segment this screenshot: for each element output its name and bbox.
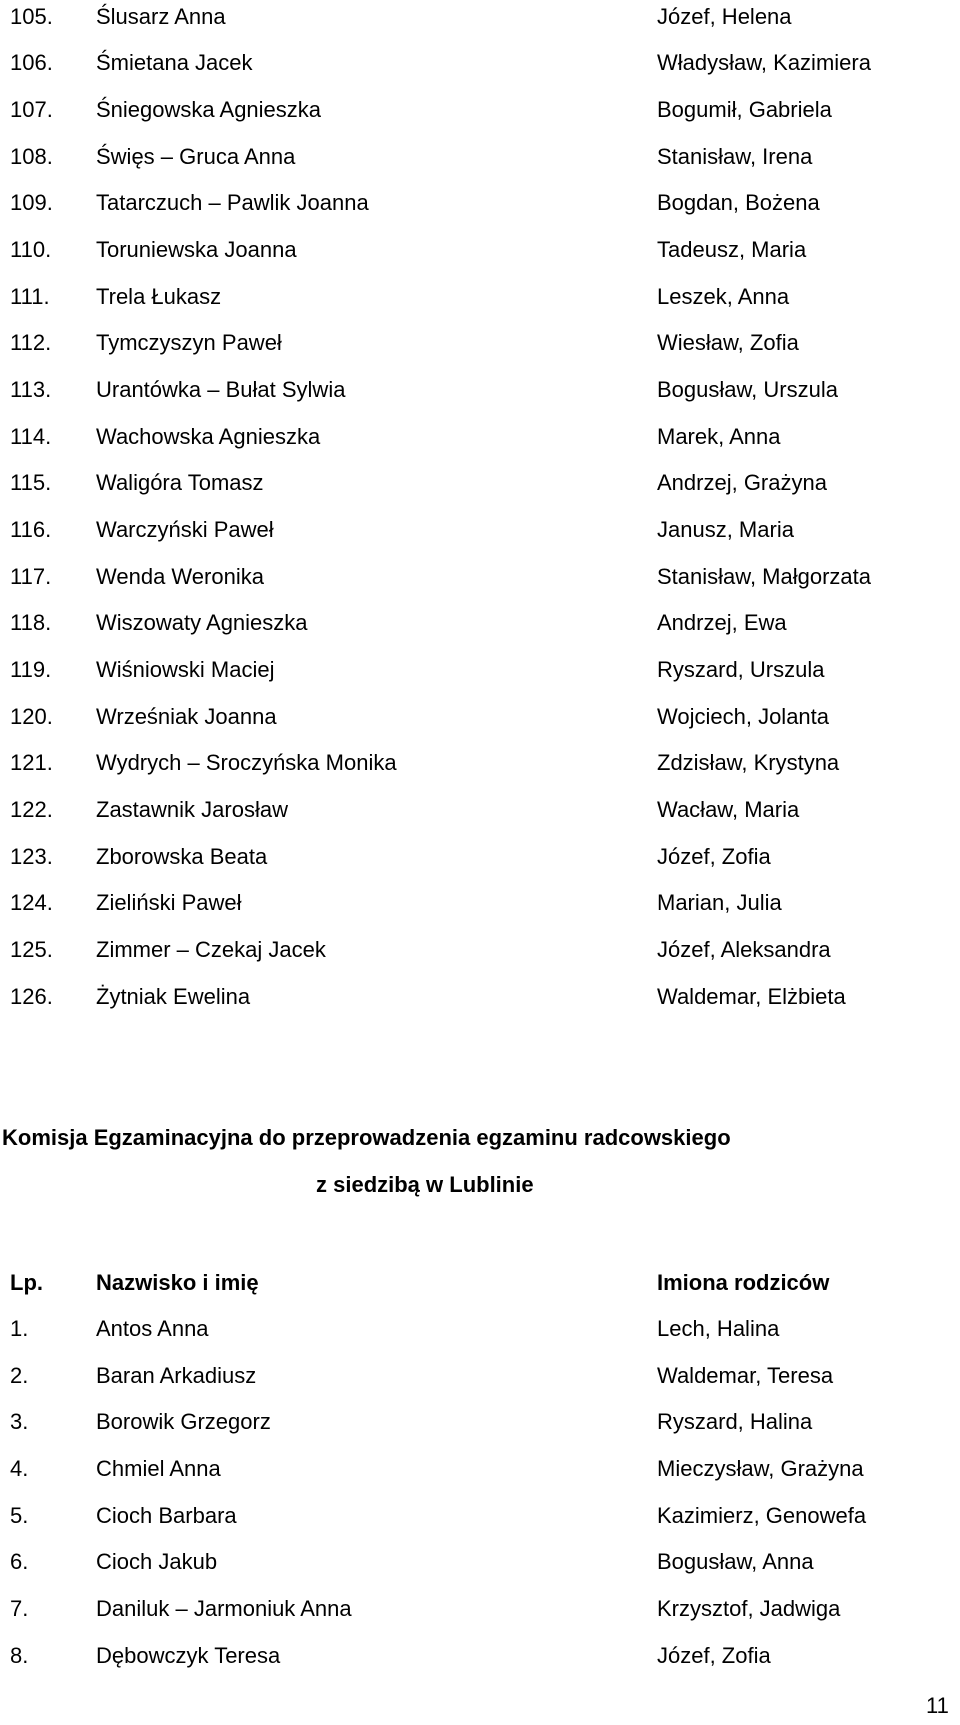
list-item-name: Tymczyszyn Paweł [96, 330, 282, 355]
list-item-name: Chmiel Anna [96, 1456, 221, 1481]
list-item-parents: Marek, Anna [657, 424, 781, 449]
list-item-parents: Lech, Halina [657, 1316, 780, 1341]
header-name: Nazwisko i imię [96, 1270, 259, 1295]
list-item-number: 107. [10, 97, 53, 122]
list-item-number: 1. [10, 1316, 29, 1341]
list-item-parents: Bogdan, Bożena [657, 190, 820, 215]
list-item-number: 120. [10, 704, 53, 729]
list-item-number: 113. [10, 377, 52, 402]
list-item-number: 116. [10, 517, 52, 542]
list-item-number: 3. [10, 1409, 29, 1434]
list-item-parents: Józef, Zofia [657, 844, 771, 869]
list-item-parents: Stanisław, Małgorzata [657, 564, 871, 589]
list-item-number: 108. [10, 144, 53, 169]
list-item-name: Śniegowska Agnieszka [96, 97, 322, 122]
list-item-name: Zastawnik Jarosław [96, 797, 288, 822]
list-item-number: 7. [10, 1596, 29, 1621]
list-item-parents: Józef, Helena [657, 4, 792, 29]
list-item-number: 109. [10, 190, 53, 215]
list-item-name: Daniluk – Jarmoniuk Anna [96, 1596, 352, 1621]
list-item-name: Zborowska Beata [96, 844, 268, 869]
list-item-number: 115. [10, 470, 52, 495]
list-item-parents: Waldemar, Teresa [657, 1363, 834, 1388]
list-item-parents: Mieczysław, Grażyna [657, 1456, 864, 1481]
list-item-name: Antos Anna [96, 1316, 209, 1341]
list-item-name: Ślusarz Anna [96, 4, 226, 29]
header-lp: Lp. [10, 1270, 43, 1295]
list-item-parents: Waldemar, Elżbieta [657, 984, 846, 1009]
list-item-name: Wrześniak Joanna [96, 704, 277, 729]
list-item-parents: Zdzisław, Krystyna [657, 750, 840, 775]
list-item-parents: Ryszard, Halina [657, 1409, 813, 1434]
list-item-parents: Kazimierz, Genowefa [657, 1503, 867, 1528]
list-item-parents: Krzysztof, Jadwiga [657, 1596, 841, 1621]
list-item-name: Tatarczuch – Pawlik Joanna [96, 190, 369, 215]
list-item-number: 121. [10, 750, 53, 775]
list-item-name: Zieliński Paweł [96, 890, 242, 915]
list-item-name: Toruniewska Joanna [96, 237, 297, 262]
page-number: 11 [926, 1693, 949, 1718]
list-item-name: Wiśniowski Maciej [96, 657, 275, 682]
list-item-parents: Andrzej, Ewa [657, 610, 787, 635]
list-item-name: Żytniak Ewelina [96, 984, 251, 1009]
commission-heading: Komisja Egzaminacyjna do przeprowadzenia egzaminu radcowskiego [2, 1125, 731, 1150]
list-item-name: Trela Łukasz [96, 284, 222, 309]
list-item-number: 119. [10, 657, 52, 682]
list-item-number: 110. [10, 237, 52, 262]
list-item-parents: Bogusław, Anna [657, 1549, 814, 1574]
list-item-parents: Tadeusz, Maria [657, 237, 807, 262]
list-item-name: Cioch Barbara [96, 1503, 237, 1528]
list-item-parents: Władysław, Kazimiera [657, 50, 871, 75]
list-item-number: 105. [10, 4, 53, 29]
list-item-parents: Józef, Aleksandra [657, 937, 831, 962]
list-item-parents: Wacław, Maria [657, 797, 800, 822]
list-item-name: Wachowska Agnieszka [96, 424, 321, 449]
list-item-parents: Leszek, Anna [657, 284, 790, 309]
list-item-parents: Wojciech, Jolanta [657, 704, 830, 729]
list-item-number: 122. [10, 797, 53, 822]
list-item-number: 8. [10, 1643, 29, 1668]
list-item-parents: Stanisław, Irena [657, 144, 813, 169]
list-item-number: 111. [10, 284, 50, 309]
list-item-number: 125. [10, 937, 53, 962]
list-item-name: Wenda Weronika [96, 564, 264, 589]
list-item-parents: Marian, Julia [657, 890, 782, 915]
list-item-name: Wydrych – Sroczyńska Monika [96, 750, 397, 775]
list-item-number: 4. [10, 1456, 29, 1481]
list-item-name: Cioch Jakub [96, 1549, 218, 1574]
list-item-number: 114. [10, 424, 52, 449]
list-item-parents: Bogusław, Urszula [657, 377, 838, 402]
list-item-number: 123. [10, 844, 53, 869]
list-item-name: Wiszowaty Agnieszka [96, 610, 308, 635]
header-parents: Imiona rodziców [657, 1270, 830, 1295]
list-item-name: Święs – Gruca Anna [96, 144, 296, 169]
list-item-parents: Bogumił, Gabriela [657, 97, 832, 122]
list-item-number: 2. [10, 1363, 29, 1388]
list-item-parents: Janusz, Maria [657, 517, 794, 542]
list-item-name: Waligóra Tomasz [96, 470, 264, 495]
list-item-number: 117. [10, 564, 52, 589]
list-item-name: Dębowczyk Teresa [96, 1643, 281, 1668]
commission-location: z siedzibą w Lublinie [316, 1172, 534, 1197]
list-item-parents: Wiesław, Zofia [657, 330, 799, 355]
list-item-name: Śmietana Jacek [96, 50, 253, 75]
list-item-parents: Andrzej, Grażyna [657, 470, 827, 495]
list-item-name: Urantówka – Bułat Sylwia [96, 377, 346, 402]
list-item-name: Zimmer – Czekaj Jacek [96, 937, 326, 962]
list-item-number: 118. [10, 610, 52, 635]
list-item-number: 106. [10, 50, 53, 75]
list-item-number: 6. [10, 1549, 29, 1574]
list-item-name: Borowik Grzegorz [96, 1409, 271, 1434]
list-item-number: 112. [10, 330, 52, 355]
list-item-number: 124. [10, 890, 53, 915]
list-item-name: Warczyński Paweł [96, 517, 274, 542]
list-item-number: 126. [10, 984, 53, 1009]
list-item-name: Baran Arkadiusz [96, 1363, 257, 1388]
list-item-parents: Ryszard, Urszula [657, 657, 825, 682]
list-item-number: 5. [10, 1503, 29, 1528]
list-item-parents: Józef, Zofia [657, 1643, 771, 1668]
